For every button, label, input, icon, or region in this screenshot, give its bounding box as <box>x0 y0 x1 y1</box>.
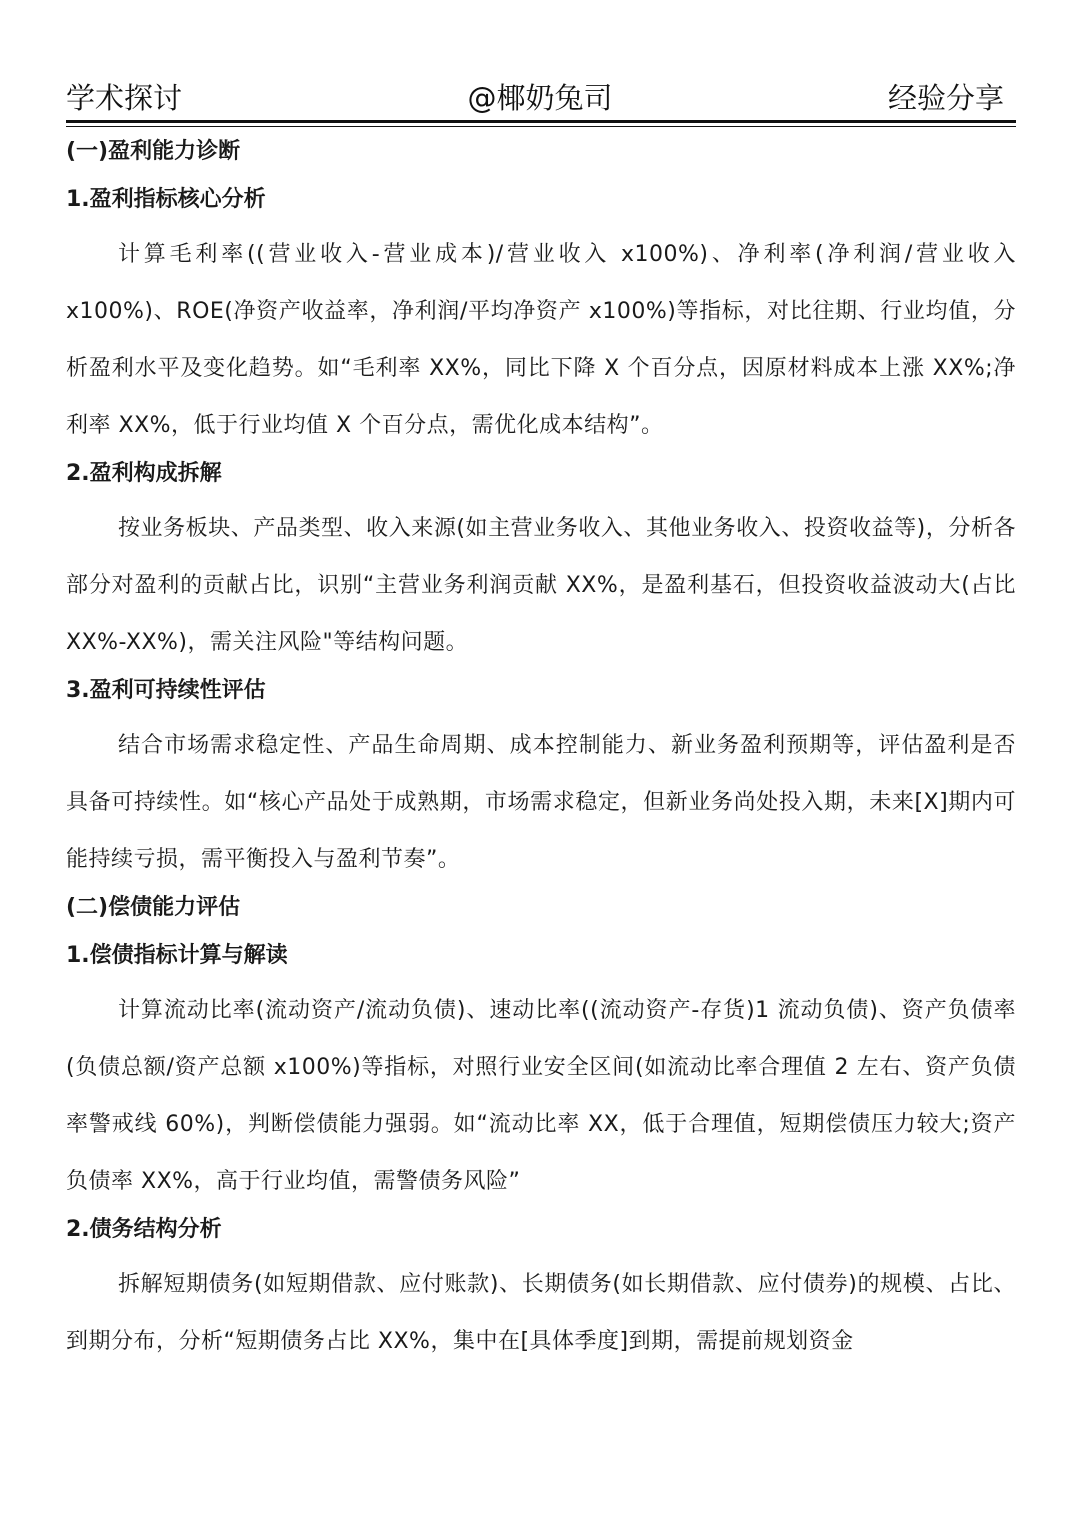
header-center-label: @椰奶兔司 <box>467 81 613 115</box>
subheading-profit-composition: 2.盈利构成拆解 <box>66 461 222 486</box>
page-header <box>66 78 1014 118</box>
section-heading-profitability: (一)盈利能力诊断 <box>66 139 241 164</box>
paragraph-profit-composition: 按业务板块、产品类型、收入来源(如主营业务收入、其他业务收入、投资收益等)，分析各部分对盈利的贡献占比，识别“主营业务利润贡献 XX%，是盈利基石，但投资收益波动大(占比 XX%-XX%)，需关注风险"等结构问题。 <box>66 516 1016 655</box>
header-left-label: 学术探讨 <box>66 81 183 115</box>
subheading-profit-sustainability: 3.盈利可持续性评估 <box>66 678 266 703</box>
document-body <box>66 129 1016 1367</box>
subheading-profit-indicators: 1.盈利指标核心分析 <box>66 187 266 212</box>
subheading-debt-structure: 2.债务结构分析 <box>66 1217 222 1242</box>
paragraph-profit-sustainability: 结合市场需求稳定性、产品生命周期、成本控制能力、新业务盈利预期等，评估盈利是否具备可持续性。如“核心产品处于成熟期，市场需求稳定，但新业务尚处投入期，未来[X]期内可能持续亏损，需平衡投入与盈利节奏”。 <box>66 733 1016 872</box>
paragraph-solvency-indicators: 计算流动比率(流动资产/流动负债)、速动比率((流动资产-存货)1 流动负债)、资产负债率(负债总额/资产总额 x100%)等指标，对照行业安全区间(如流动比率合理值 2 左右、资产负债率警戒线 60%)，判断偿债能力强弱。如“流动比率 XX，低于合理值，短期偿债压力较大;资产负债率 XX%，高于行业均值，需警债务风险” <box>66 998 1016 1194</box>
header-divider-thick <box>66 120 1016 123</box>
header-right-label: 经验分享 <box>887 81 1004 115</box>
section-heading-solvency: (二)偿债能力评估 <box>66 895 241 920</box>
header-divider-thin <box>66 126 1016 127</box>
paragraph-profit-indicators: 计算毛利率((营业收入-营业成本)/营业收入 x100%)、净利率(净利润/营业收入 x100%)、ROE(净资产收益率，净利润/平均净资产 x100%)等指标，对比往期、行业均值，分析盈利水平及变化趋势。如“毛利率 XX%，同比下降 X 个百分点，因原材料成本上涨 XX%;净利率 XX%，低于行业均值 X 个百分点，需优化成本结构”。 <box>66 242 1016 438</box>
subheading-solvency-indicators: 1.偿债指标计算与解读 <box>66 943 288 968</box>
paragraph-debt-structure: 拆解短期债务(如短期借款、应付账款)、长期债务(如长期借款、应付债券)的规模、占比、到期分布，分析“短期债务占比 XX%，集中在[具体季度]到期，需提前规划资金 <box>66 1272 1016 1354</box>
